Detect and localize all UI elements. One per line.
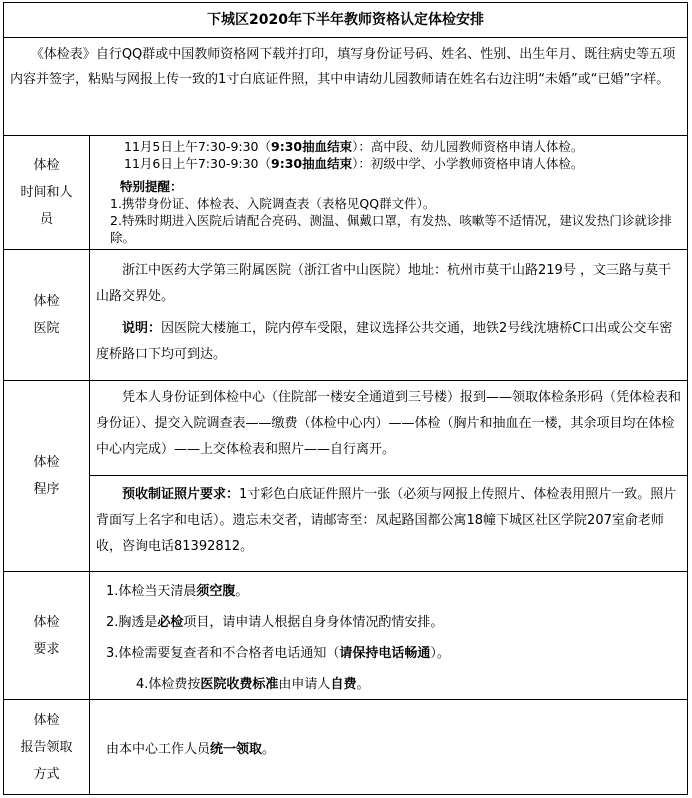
schedule-label-line1: 体检 (33, 158, 60, 173)
requirement-4-bold-1: 医院收费标准 (200, 677, 279, 692)
procedure-label (4, 381, 90, 571)
requirements-content (90, 572, 687, 699)
procedure-content (90, 381, 687, 571)
photo-requirement (96, 482, 681, 560)
report-text-bold: 统一领取 (210, 741, 263, 757)
requirement-4-a: 4.体检费按 (136, 677, 201, 692)
requirement-1-b: 。 (235, 584, 249, 599)
intro-text (10, 42, 681, 92)
report-content (90, 700, 687, 794)
schedule-line-1-a: 11月5日上午7:30-9:30（ (124, 139, 272, 154)
requirement-4 (106, 669, 681, 700)
reminder-1: 1.携带身份证、体检表、入院调查表（表格见QQ群文件）。 (110, 196, 436, 211)
requirement-4-b: 。 (356, 677, 370, 692)
requirement-1-bold: 须空腹 (196, 584, 236, 599)
report-text (106, 738, 275, 757)
intro-lead: 《体检表》 (30, 47, 96, 62)
hospital-label-line1: 体检 (33, 294, 60, 309)
report-label-line1: 体检 (33, 712, 60, 728)
schedule-line-2-b: ）：初级中学、小学教师资格申请人体检。 (352, 156, 584, 171)
reminder-title: 特别提醒： (120, 179, 183, 194)
report-text-b: 。 (262, 741, 276, 757)
report-label (4, 700, 90, 794)
requirement-3-b: ）。 (430, 646, 450, 661)
requirement-1-a: 1.体检当天清晨 (106, 584, 197, 599)
report-label-line3: 方式 (33, 766, 60, 782)
requirement-2 (106, 607, 681, 638)
report-row (4, 700, 687, 794)
requirements-label-line1: 体检 (33, 614, 60, 630)
requirements-label-line2: 要求 (33, 641, 60, 657)
requirement-3-a: 3.体检需要复查者和不合格者电话通知（ (106, 646, 340, 661)
photo-requirement-cell (90, 476, 687, 571)
schedule-line-2 (100, 155, 681, 172)
document-title: 下城区2020年下半年教师资格认定体检安排 (4, 3, 687, 38)
hospital-row (4, 250, 687, 381)
procedure-row (4, 381, 687, 572)
schedule-row (4, 136, 687, 250)
requirement-2-bold: 必检 (157, 615, 184, 630)
procedure-label-line2: 程序 (33, 482, 60, 497)
schedule-line-1-b: ）：高中段、幼儿园教师资格申请人体检。 (352, 139, 584, 154)
procedure-steps-cell (90, 381, 687, 476)
procedure-steps: 凭本人身份证到体检中心（住院部一楼安全通道到三号楼）报到——领取体检条形码（凭体检表和身份证）、提交入院调查表——缴费（体检中心内）——体检（胸片和抽血在一楼，其余项目均在体检中心内完成）——上交体检表和照片——自行离开。 (96, 390, 682, 457)
requirement-4-mid: 由申请人 (278, 677, 331, 692)
intro-row (4, 38, 687, 136)
hospital-label-line2: 医院 (33, 321, 60, 336)
reminder-2: 2.特殊时期进入医院后请配合亮码、测温、佩戴口罩，有发热、咳嗽等不适情况，建议发热门诊就诊排除。 (110, 213, 672, 245)
hospital-note-title: 说明： (122, 321, 162, 336)
hospital-label (4, 250, 90, 380)
hospital-content (90, 250, 687, 380)
hospital-note-text: 因医院大楼施工，院内停车受限，建议选择公共交通，地铁2号线沈塘桥C口出或公交车密度桥路口下均可到达。 (96, 321, 673, 362)
requirement-4-bold-2: 自费 (330, 677, 357, 692)
procedure-label-line1: 体检 (33, 455, 60, 470)
requirement-3 (106, 638, 681, 669)
hospital-note (96, 316, 681, 368)
arrangement-table (3, 2, 688, 795)
schedule-content (90, 136, 687, 249)
requirement-2-a: 2.胸透是 (106, 615, 158, 630)
report-text-a: 由本中心工作人员 (106, 741, 211, 757)
schedule-label-line2: 时间和人 (20, 185, 73, 200)
schedule-line-1 (100, 138, 681, 155)
requirements-label (4, 572, 90, 699)
requirement-1 (106, 576, 681, 607)
photo-requirement-title: 预收制证照片要求： (122, 487, 240, 502)
schedule-line-2-a: 11月6日上午7:30-9:30（ (124, 156, 272, 171)
requirements-row (4, 572, 687, 700)
hospital-address: 浙江中医药大学第三附属医院（浙江省中山医院）地址：杭州市莫干山路219号 ，文三路与莫干山路交界处。 (96, 263, 671, 304)
schedule-line-2-bold: 9:30抽血结束 (271, 156, 353, 171)
schedule-label-line3: 员 (39, 212, 53, 227)
photo-requirement-text: 1寸彩色白底证件照片一张（必须与网报上传照片、体检表用照片一致。照片背面写上名字和电话）。遗忘未交者，请邮寄至：凤起路国都公寓18幢下城区社区学院207室俞老师收，咨询电话81392812。 (96, 487, 677, 554)
requirement-3-bold: 请保持电话畅通 (339, 646, 431, 661)
schedule-line-1-bold: 9:30抽血结束 (271, 139, 353, 154)
schedule-label (4, 136, 90, 249)
report-label-line2: 报告领取 (20, 739, 73, 755)
requirement-2-b: 项目，请申请人根据自身身体情况酌情安排。 (183, 615, 444, 630)
intro-body: 自行QQ群或中国教师资格网下载并打印，填写身份证号码、姓名、性别、出生年月、既往病史等五项内容并签字，粘贴与网报上传一致的1寸白底证件照，其中申请幼儿园教师请在姓名右边注明“未婚”或“已婚”字样。 (10, 47, 676, 87)
